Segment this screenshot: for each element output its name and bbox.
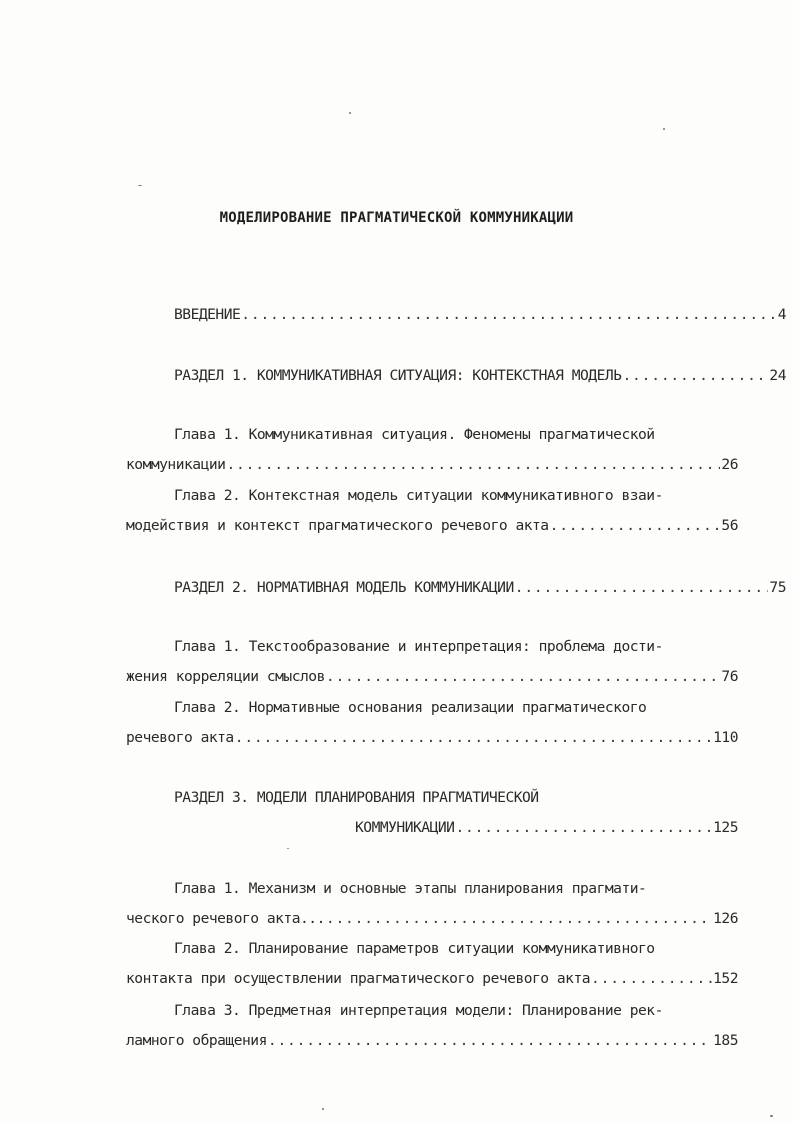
toc-s3-ch3-page: 185 [713, 1032, 738, 1049]
toc-s2-ch1-page: 76 [721, 668, 738, 685]
toc-leader-dots [591, 969, 712, 989]
toc-s3-ch3-line1: Глава 3. Предметная интерпретация модели: Планирование рек- [174, 1002, 663, 1019]
toc-s2-ch2-line1: Глава 2. Нормативные основания реализации прагматического [174, 699, 647, 716]
toc-intro-page: 4 [777, 306, 786, 323]
toc-leader-dots [326, 909, 712, 929]
toc-section2-page: 75 [769, 579, 786, 596]
scan-speck [663, 128, 665, 130]
toc-entry-intro [126, 305, 786, 325]
toc-leader-dots [268, 1031, 712, 1051]
scan-speck [138, 185, 142, 186]
toc-s2-ch1-line1: Глава 1. Текстообразование и интерпретация: проблема дости- [174, 638, 663, 655]
toc-section3-heading-line1: РАЗДЕЛ 3. МОДЕЛИ ПЛАНИРОВАНИЯ ПРАГМАТИЧЕСКОЙ [174, 789, 539, 806]
toc-s3-ch2-line2 [126, 969, 738, 989]
toc-s2-ch2-line2 [126, 728, 738, 748]
toc-s1-ch2-line2 [126, 516, 738, 536]
toc-s1-ch2-line1: Глава 2. Контекстная модель ситуации коммуникативного взаи- [174, 487, 663, 504]
scan-speck [349, 112, 351, 114]
toc-section2-heading [126, 578, 786, 598]
toc-s3-ch2-line1: Глава 2. Планирование параметров ситуации коммуникативного [174, 940, 655, 957]
toc-leader-dots [515, 578, 769, 598]
toc-leader-dots [235, 728, 712, 748]
toc-leader-dots [326, 667, 721, 687]
toc-s3-ch1-page: 126 [713, 910, 738, 927]
toc-s3-ch2-page: 152 [713, 970, 738, 987]
toc-s2-ch2-page: 110 [713, 729, 738, 746]
toc-section1-heading [126, 366, 786, 386]
toc-leader-dots [455, 818, 712, 838]
toc-s3-ch3-line2 [126, 1031, 738, 1051]
document-title: МОДЕЛИРОВАНИЕ ПРАГМАТИЧЕСКОЙ КОММУНИКАЦИИ [219, 210, 574, 226]
toc-intro-label: ВВЕДЕНИЕ [174, 306, 241, 323]
toc-s1-ch1-page: 26 [721, 456, 738, 473]
toc-section1-page: 24 [769, 367, 786, 384]
toc-leader-dots [550, 516, 721, 536]
toc-section2-label: РАЗДЕЛ 2. НОРМАТИВНАЯ МОДЕЛЬ КОММУНИКАЦИИ [174, 579, 514, 596]
toc-s1-ch1-line2 [126, 455, 738, 475]
scan-speck [287, 848, 289, 849]
scan-speck [322, 1108, 324, 1110]
toc-s1-ch1-line1: Глава 1. Коммуникативная ситуация. Феномены прагматической [174, 426, 655, 443]
scan-speck [770, 1115, 773, 1117]
toc-leader-dots [226, 455, 720, 475]
toc-leader-dots [622, 366, 768, 386]
toc-s1-ch1-label: коммуникации [126, 456, 226, 473]
toc-section3-page: 125 [713, 819, 738, 836]
toc-s3-ch3-label: ламного обращения [126, 1032, 267, 1049]
toc-s3-ch1-line2 [126, 909, 738, 929]
toc-leader-dots [241, 305, 776, 325]
toc-s2-ch2-label: речевого акта [126, 729, 234, 746]
toc-s1-ch2-page: 56 [721, 517, 738, 534]
toc-section3-heading-line2 [355, 818, 738, 838]
toc-s3-ch1-label: ческого речевого акта... [126, 910, 325, 927]
toc-s2-ch1-label: жения корреляции смыслов [126, 668, 325, 685]
toc-section1-label: РАЗДЕЛ 1. КОММУНИКАТИВНАЯ СИТУАЦИЯ: КОНТЕКСТНАЯ МОДЕЛЬ [174, 367, 622, 384]
toc-s3-ch2-label: контакта при осуществлении прагматического речевого акта [126, 970, 591, 987]
toc-s3-ch1-line1: Глава 1. Механизм и основные этапы планирования прагмати- [174, 880, 647, 897]
toc-s1-ch2-label: модействия и контекст прагматического речевого акта [126, 517, 549, 534]
toc-s2-ch1-line2 [126, 667, 738, 687]
toc-section3-label: КОММУНИКАЦИИ [355, 819, 455, 836]
